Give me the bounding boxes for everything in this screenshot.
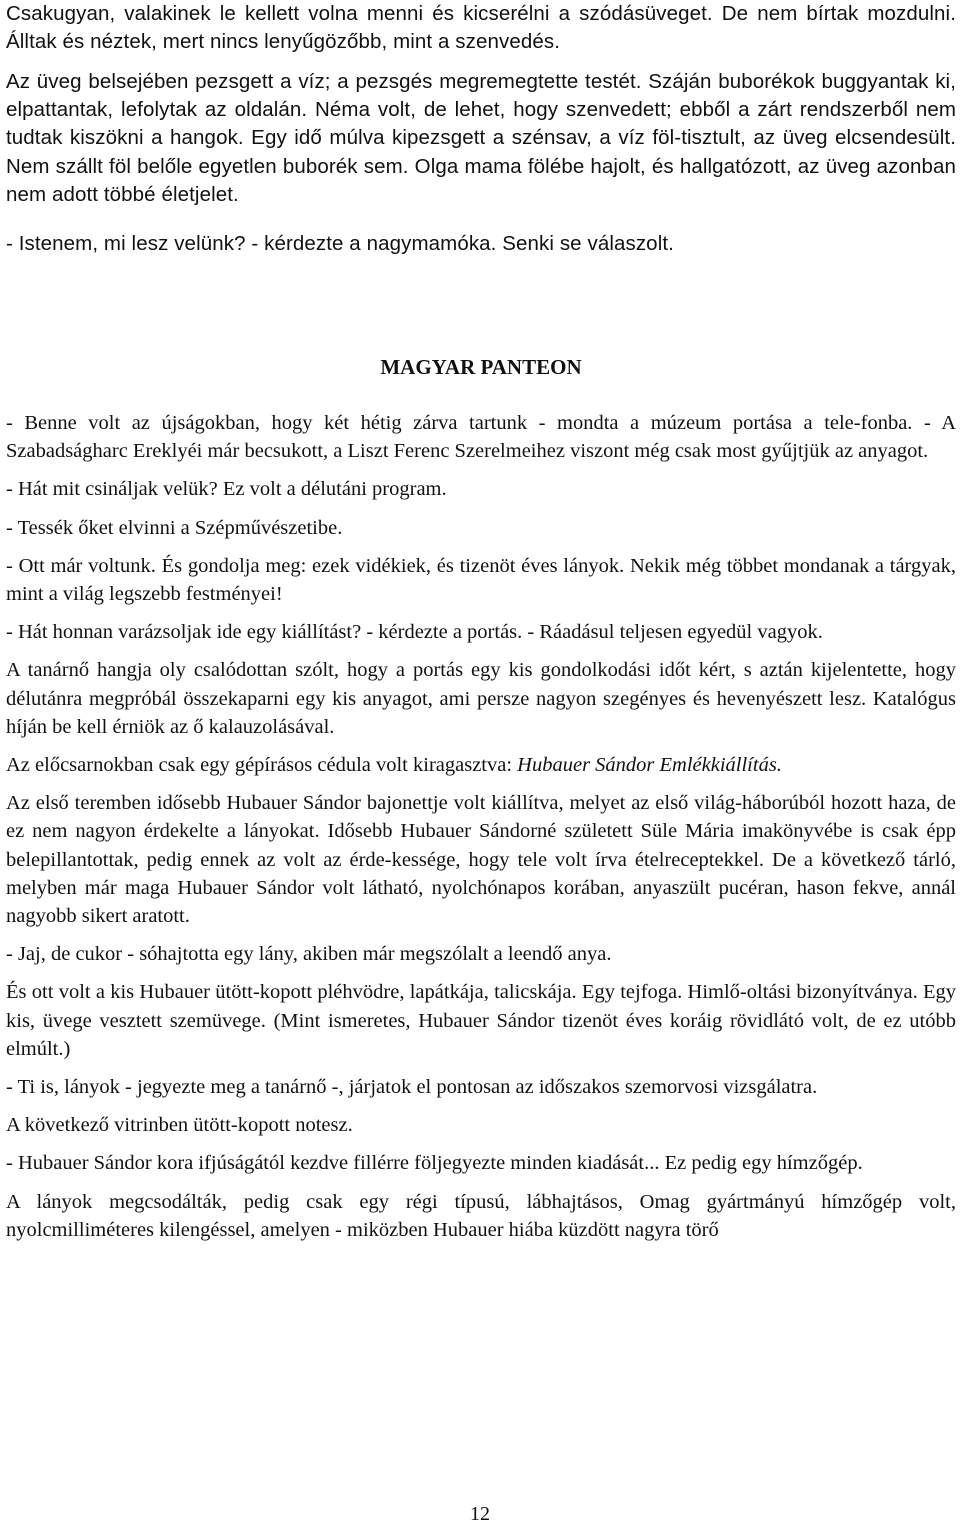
notice-title: Hubauer Sándor Emlékkiállítás. (517, 754, 782, 777)
page-number: 12 (470, 1503, 490, 1525)
paragraph-notice (6, 751, 956, 779)
section-body (6, 409, 956, 1244)
paragraph-bubbles: Az üveg belsejében pezsgett a víz; a pezsgés megremegtette testét. Száján buborékok buggyantak ki, elpattantak, lefolytak az oldalán. Néma volt, de lehet, hogy szenvedett; ebből a zárt rendszerből nem tudtak kiszökni a hangok. Egy idő múlva kipezsgett a szénsav, a víz föl-tisztult, az üveg elcsendesült. Nem szállt föl belőle egyetlen buborék sem. Olga mama fölébe hajolt, és hallgatózott, az üveg azonban nem adott többé életjelet. (6, 70, 956, 206)
paragraph-teacher-disappointed: A tanárnő hangja oly csalódottan szólt, hogy a portás egy kis gondolkodási időt kért, s aztán kijelentette, hogy délutánra megpróbál összekaparni egy kis anyagot, ami persze nagyon szegényes és hevenyészett lesz. Katalógus híján be kell érniök az ő kalauzolásával. (6, 659, 956, 738)
paragraph-embroidery-machine: A lányok megcsodálták, pedig csak egy régi típusú, lábhajtásos, Omag gyártmányú hímzőgép volt, nyolcmilliméteres kilengéssel, amelyen - miközben Hubauer hiába küzdött nagyra törő (6, 1190, 956, 1241)
paragraph-soda-bottle: Csakugyan, valakinek le kellett volna menni és kicserélni a szódásüveget. De nem bírtak mozdulni. Álltak és néztek, mert nincs lenyűgözőbb, mint a szenvedés. (6, 2, 956, 54)
paragraph-notebook: A következő vitrinben ütött-kopott notesz. (6, 1114, 353, 1137)
paragraph-grandma-question: - Istenem, mi lesz velünk? - kérdezte a nagymamóka. Senki se válaszolt. (6, 232, 674, 255)
paragraph-eye-exam: - Ti is, lányok - jegyezte meg a tanárnő -, járjatok el pontosan az időszakos szemorvosi vizsgálatra. (6, 1076, 818, 1099)
paragraph-teacher-reply: - Ott már voltunk. És gondolja meg: ezek vidékiek, és tizenöt éves lányok. Nekik még többet mondanak a tárgyak, mint a világ legszebb festményei! (6, 554, 956, 606)
paragraph-porter-complaint: - Hát honnan varázsoljak ide egy kiállítást? - kérdezte a portás. - Ráadásul teljesen egyedül vagyok. (6, 621, 823, 644)
paragraph-porter-phone: - Benne volt az újságokban, hogy két hétig zárva tartunk - mondta a múzeum portása a tele-fonba. - A Szabadságharc Ereklyéi már becsukott, a Liszt Ferenc Szerelmeihez viszont még csak most gyűjtjük az anyagot. (6, 412, 956, 463)
paragraph-sigh: - Jaj, de cukor - sóhajtotta egy lány, akiben már megszólalt a leendő anya. (6, 943, 612, 966)
paragraph-first-room: Az első teremben idősebb Hubauer Sándor bajonettje volt kiállítva, melyet az első világ-háborúból hozott haza, de ez nem nagyon érdekelte a lányokat. Idősebb Hubauer Sándorné született Süle Mária imakönyvébe is csak épp belepillantottak, pedig ennek az volt az érde-kessége, hogy tele volt írva ételreceptekkel. De a következő tárló, melyben már maga Hubauer Sándor volt látható, nyolchónapos korában, anyaszült pucéran, hason fekve, annál nagyobb sikert aratott. (6, 792, 956, 928)
paragraph-bucket: És ott volt a kis Hubauer ütött-kopott pléhvödre, lapátkája, talicskája. Egy tejfoga. Himlő-oltási bizonyítványa. Egy kis, üvege vesztett szemüvege. (Mint ismeretes, Hubauer Sándor tizenöt éves koráig rövidlátó volt, de ez utóbb elmúlt.) (6, 981, 956, 1060)
section-title: MAGYAR PANTEON (380, 355, 582, 379)
paragraph-porter-suggestion: - Tessék őket elvinni a Szépművészetibe. (6, 516, 343, 539)
paragraph-expenses: - Hubauer Sándor kora ifjúságától kezdve fillérre följegyezte minden kiadását... Ez pedig egy hímzőgép. (6, 1152, 863, 1175)
notice-prefix: Az előcsarnokban csak egy gépírásos cédula volt kiragasztva: (6, 754, 518, 777)
paragraph-teacher-question: - Hát mit csináljak velük? Ez volt a délutáni program. (6, 478, 447, 501)
